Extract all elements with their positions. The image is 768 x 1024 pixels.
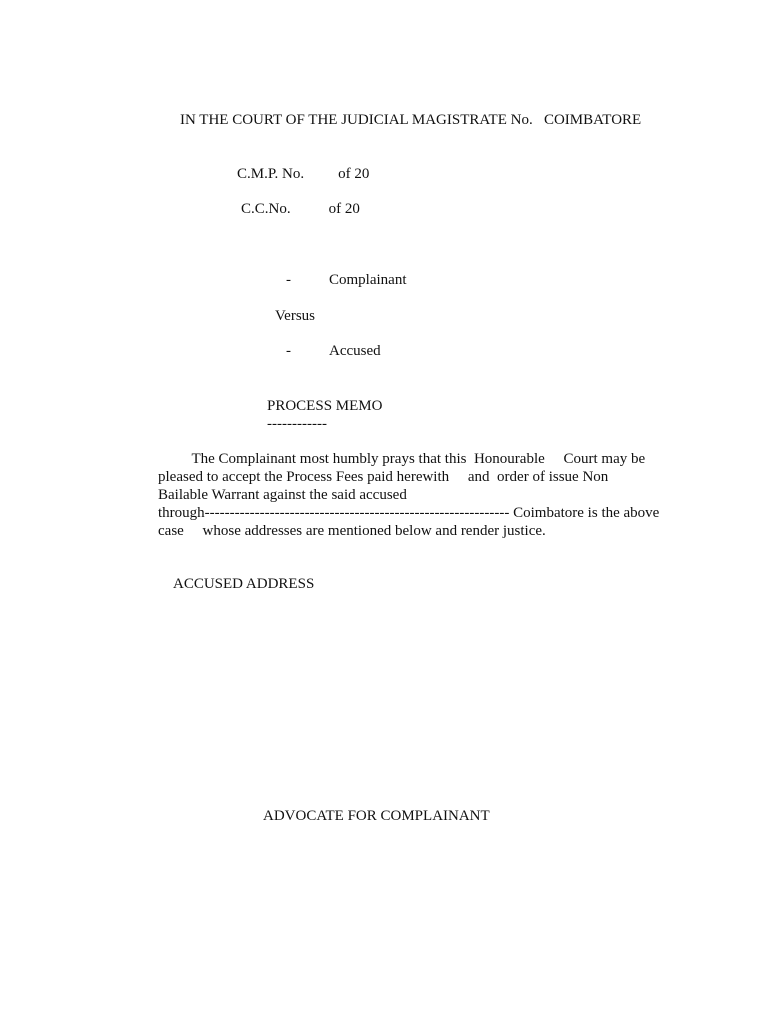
prayer-paragraph <box>158 450 658 540</box>
cc-year: of 20 <box>328 201 360 217</box>
versus-label: Versus <box>275 308 315 324</box>
cmp-label: C.M.P. No. <box>237 166 305 182</box>
complainant-line <box>286 271 407 289</box>
prayer-line: Bailable Warrant against the said accused <box>158 487 407 503</box>
cc-number-line <box>241 200 360 218</box>
cc-label: C.C.No. <box>241 201 291 217</box>
accused-dash: - <box>286 343 291 359</box>
cmp-year: of 20 <box>338 166 370 182</box>
complainant-dash: - <box>286 272 291 288</box>
cmp-number-line <box>237 165 369 183</box>
advocate-signature: ADVOCATE FOR COMPLAINANT <box>263 808 490 824</box>
memo-title: PROCESS MEMO <box>267 398 383 414</box>
accused-label: Accused <box>329 343 381 359</box>
accused-line <box>286 342 381 360</box>
prayer-line: case whose addresses are mentioned below and render justice. <box>158 523 546 539</box>
prayer-line: pleased to accept the Process Fees paid herewith and order of issue Non <box>158 469 609 485</box>
complainant-label: Complainant <box>329 272 407 288</box>
prayer-line: The Complainant most humbly prays that this Honourable Court may be <box>158 451 646 467</box>
court-heading: IN THE COURT OF THE JUDICIAL MAGISTRATE No. COIMBATORE <box>180 112 642 128</box>
accused-address-heading: ACCUSED ADDRESS <box>173 576 315 592</box>
prayer-line: through------------------------------------------------------------- Coimbatore is the above <box>158 505 660 521</box>
memo-underline: ------------ <box>267 416 327 432</box>
